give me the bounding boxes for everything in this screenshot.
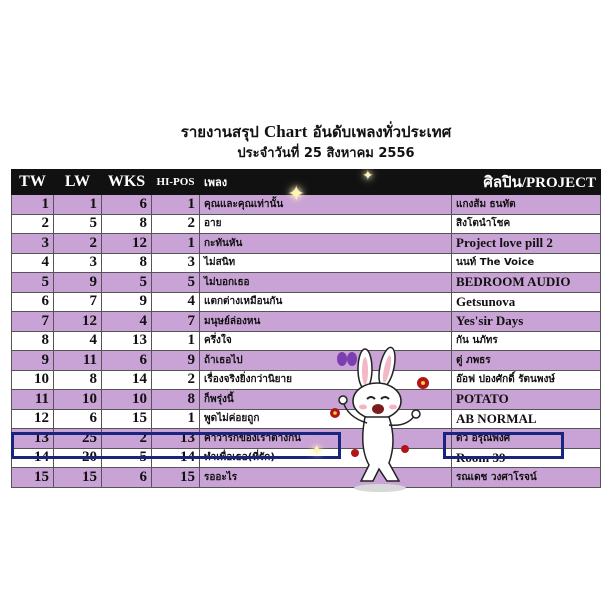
cell-tw: 3	[12, 234, 54, 254]
cell-song: มนุษย์ล่องหน	[200, 312, 452, 332]
cell-hipos: 4	[152, 292, 200, 312]
cell-wks: 15	[102, 409, 152, 429]
table-row	[12, 312, 601, 332]
cell-tw: 11	[12, 390, 54, 410]
cell-tw: 8	[12, 331, 54, 351]
bunny-sticker-icon	[325, 345, 435, 495]
cell-tw: 1	[12, 195, 54, 215]
cell-hipos: 13	[152, 429, 200, 449]
cell-lw: 12	[54, 312, 102, 332]
cell-artist: Room 39	[452, 448, 601, 468]
col-header-lw: LW	[54, 170, 102, 195]
cell-artist: Project love pill 2	[452, 234, 601, 254]
cell-song: อาย	[200, 214, 452, 234]
report-date: ประจำวันที่ 25 สิงหาคม 2556	[237, 146, 415, 161]
cell-artist: กัน นภัทร	[452, 331, 601, 351]
cell-wks: 5	[102, 448, 152, 468]
cell-lw: 20	[54, 448, 102, 468]
cell-artist: ตู่ ภพธร	[452, 351, 601, 371]
cell-song: พูดไม่ค่อยถูก	[200, 409, 452, 429]
cell-wks: 6	[102, 468, 152, 488]
table-row	[12, 273, 601, 293]
cell-lw: 10	[54, 390, 102, 410]
cell-wks: 2	[102, 429, 152, 449]
cell-song: คำว่ารักของเราต่างกัน	[200, 429, 452, 449]
cell-wks: 9	[102, 292, 152, 312]
cell-artist: Getsunova	[452, 292, 601, 312]
cell-tw: 12	[12, 409, 54, 429]
cell-tw: 6	[12, 292, 54, 312]
col-header-tw: TW	[12, 170, 54, 195]
table-row	[12, 253, 601, 273]
cell-song: ทำเพื่อเธอ(ที่รัก)	[200, 448, 452, 468]
cell-lw: 9	[54, 273, 102, 293]
cell-hipos: 15	[152, 468, 200, 488]
cell-lw: 25	[54, 429, 102, 449]
table-row	[12, 468, 601, 488]
cell-lw: 2	[54, 234, 102, 254]
cell-wks: 4	[102, 312, 152, 332]
cell-song: คุณและคุณเท่านั้น	[200, 195, 452, 215]
col-header-wks: WKS	[102, 170, 152, 195]
cell-hipos: 5	[152, 273, 200, 293]
cell-hipos: 1	[152, 195, 200, 215]
header-row	[12, 170, 601, 195]
col-header-song: เพลง	[200, 170, 452, 195]
cell-song: แตกต่างเหมือนกัน	[200, 292, 452, 312]
cell-wks: 6	[102, 351, 152, 371]
cell-lw: 3	[54, 253, 102, 273]
cell-song: ถ้าเธอไป	[200, 351, 452, 371]
cell-wks: 8	[102, 214, 152, 234]
cell-lw: 7	[54, 292, 102, 312]
cell-song: รออะไร	[200, 468, 452, 488]
cell-tw: 4	[12, 253, 54, 273]
cell-artist: รณเดช วงศาโรจน์	[452, 468, 601, 488]
sparkle-icon: ✦	[362, 169, 374, 184]
report-title-en: Chart	[264, 122, 308, 141]
cell-song: ไม่บอกเธอ	[200, 273, 452, 293]
cell-lw: 1	[54, 195, 102, 215]
cell-hipos: 9	[152, 351, 200, 371]
cell-wks: 12	[102, 234, 152, 254]
cell-tw: 13	[12, 429, 54, 449]
table-row	[12, 195, 601, 215]
cell-wks: 10	[102, 390, 152, 410]
cell-tw: 9	[12, 351, 54, 371]
table-row	[12, 351, 601, 371]
table-row	[12, 370, 601, 390]
cell-song: ก็พรุ่งนี้	[200, 390, 452, 410]
cell-song: ไม่สนิท	[200, 253, 452, 273]
table-row	[12, 331, 601, 351]
cell-tw: 7	[12, 312, 54, 332]
cell-artist: BEDROOM AUDIO	[452, 273, 601, 293]
cell-lw: 8	[54, 370, 102, 390]
cell-wks: 5	[102, 273, 152, 293]
cell-lw: 5	[54, 214, 102, 234]
cell-wks: 14	[102, 370, 152, 390]
table-row	[12, 234, 601, 254]
cell-hipos: 1	[152, 234, 200, 254]
cell-hipos: 2	[152, 214, 200, 234]
cell-tw: 15	[12, 468, 54, 488]
cell-tw: 10	[12, 370, 54, 390]
cell-artist: ดิว อรุณพงศ์	[452, 429, 601, 449]
cell-wks: 6	[102, 195, 152, 215]
cell-song: เรื่องจริงยิ่งกว่านิยาย	[200, 370, 452, 390]
report-title-suffix: อันดับเพลงทั่วประเทศ	[307, 123, 452, 141]
cell-lw: 11	[54, 351, 102, 371]
cell-lw: 15	[54, 468, 102, 488]
cell-hipos: 14	[152, 448, 200, 468]
cell-tw: 5	[12, 273, 54, 293]
cell-artist: แกงส้ม ธนทัต	[452, 195, 601, 215]
cell-artist: สิงโตนำโชค	[452, 214, 601, 234]
cell-artist: Yes'sir Days	[452, 312, 601, 332]
highlight-box-artist	[443, 432, 564, 459]
cell-song: ครึ่งใจ	[200, 331, 452, 351]
cell-artist: นนท์ The Voice	[452, 253, 601, 273]
cell-lw: 4	[54, 331, 102, 351]
cell-hipos: 1	[152, 331, 200, 351]
cell-lw: 6	[54, 409, 102, 429]
col-header-hipos: HI-POS	[152, 170, 200, 195]
table-row	[12, 292, 601, 312]
cell-tw: 2	[12, 214, 54, 234]
cell-wks: 13	[102, 331, 152, 351]
sparkle-icon: ✦	[310, 443, 324, 460]
table-row	[12, 390, 601, 410]
cell-song: กะทันหัน	[200, 234, 452, 254]
cell-tw: 14	[12, 448, 54, 468]
sparkle-icon: ✦	[287, 181, 306, 206]
cell-artist: อ๊อฟ ปองศักดิ์ รัตนพงษ์	[452, 370, 601, 390]
cell-artist: POTATO	[452, 390, 601, 410]
cell-hipos: 3	[152, 253, 200, 273]
highlight-box-song	[11, 432, 341, 459]
report-title-prefix: รายงานสรุป	[180, 123, 264, 141]
table-row	[12, 409, 601, 429]
report-title	[10, 120, 612, 144]
col-header-artist: ศิลปิน/PROJECT	[452, 170, 601, 195]
cell-wks: 8	[102, 253, 152, 273]
cell-hipos: 1	[152, 409, 200, 429]
table-row	[12, 214, 601, 234]
cell-hipos: 2	[152, 370, 200, 390]
cell-hipos: 8	[152, 390, 200, 410]
cell-hipos: 7	[152, 312, 200, 332]
cell-artist: AB NORMAL	[452, 409, 601, 429]
